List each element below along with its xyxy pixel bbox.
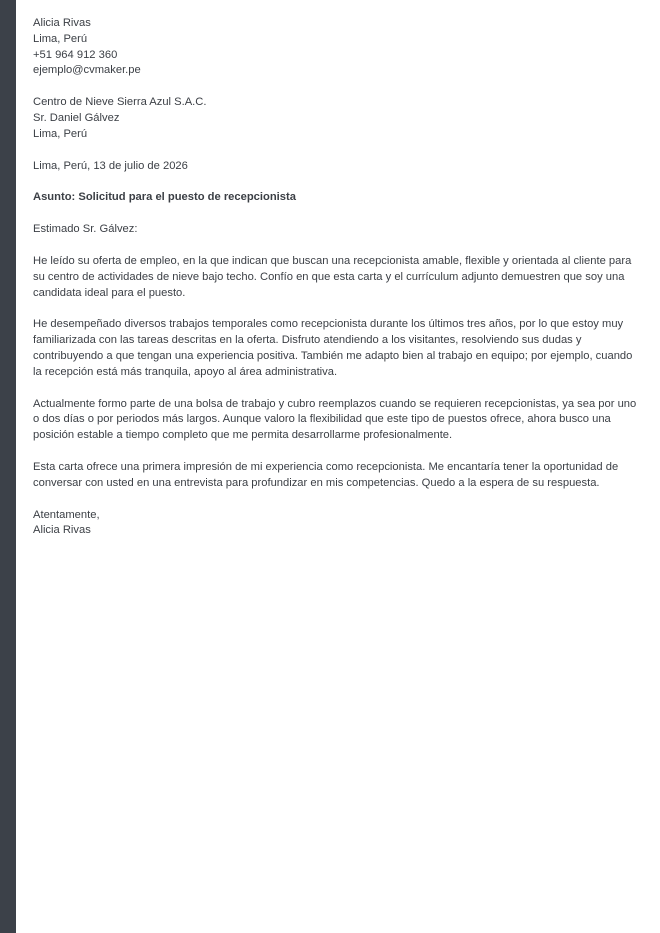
body-paragraph-2: He desempeñado diversos trabajos temporales como recepcionista durante los últimos tres años, por lo que estoy muy familiarizada con las tareas descritas en la oferta. Disfruto atendiendo a los visitantes, resolviendo sus dudas y contribuyendo a que tengan una experiencia positiva. También me adapto bien al trabajo en equipo; por ejemplo, cuando la recepción está más tranquila, apoyo al área administrativa. bbox=[33, 318, 633, 378]
closing: Atentamente, bbox=[33, 508, 100, 521]
body-paragraph-3: Actualmente formo parte de una bolsa de trabajo y cubro reemplazos cuando se requieren recepcionistas, ya sea por uno o dos días o por periodos más largos. Aunque valoro la flexibilidad que este tipo de puestos ofrece, ahora busco una posición estable a tiempo completo que me permita desarrollarme profesionalmente. bbox=[33, 397, 637, 442]
sender-block bbox=[33, 16, 643, 79]
signature-name: Alicia Rivas bbox=[33, 524, 91, 537]
spacer bbox=[33, 79, 643, 95]
spacer bbox=[33, 174, 643, 190]
recipient-city: Lima, Perú bbox=[33, 127, 88, 140]
spacer bbox=[33, 206, 643, 222]
spacer bbox=[33, 444, 643, 460]
sender-phone: +51 964 912 360 bbox=[33, 48, 118, 61]
sidebar-stripe bbox=[0, 0, 16, 933]
spacer bbox=[33, 238, 643, 254]
spacer bbox=[33, 381, 643, 397]
sender-city: Lima, Perú bbox=[33, 32, 88, 45]
sender-email: ejemplo@cvmaker.pe bbox=[33, 64, 141, 77]
recipient-company: Centro de Nieve Sierra Azul S.A.C. bbox=[33, 96, 207, 109]
subject-line: Asunto: Solicitud para el puesto de recepcionista bbox=[33, 191, 296, 204]
salutation: Estimado Sr. Gálvez: bbox=[33, 223, 138, 236]
recipient-contact: Sr. Daniel Gálvez bbox=[33, 111, 120, 124]
cover-letter bbox=[33, 16, 643, 539]
date-line: Lima, Perú, 13 de julio de 2026 bbox=[33, 159, 188, 172]
body-paragraph-4: Esta carta ofrece una primera impresión de mi experiencia como recepcionista. Me encantaría tener la oportunidad de conversar con usted en una entrevista para profundizar en mis competencias. Quedo a la espera de su respuesta. bbox=[33, 460, 619, 489]
spacer bbox=[33, 492, 643, 508]
body-paragraph-1: He leído su oferta de empleo, en la que indican que buscan una recepcionista amable, flexible y orientada al cliente para su centro de actividades de nieve bajo techo. Confío en que esta carta y el currículum adjunto demuestren que soy una candidata ideal para el puesto. bbox=[33, 254, 632, 299]
sender-name: Alicia Rivas bbox=[33, 17, 91, 29]
spacer bbox=[33, 143, 643, 159]
recipient-block bbox=[33, 95, 643, 142]
spacer bbox=[33, 301, 643, 317]
